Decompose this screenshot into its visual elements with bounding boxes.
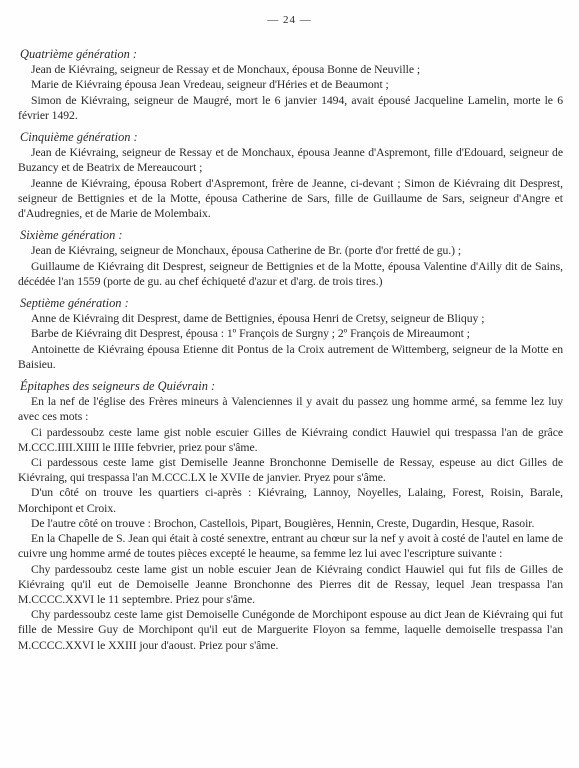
section-heading: Septième génération : — [20, 296, 129, 311]
section-epitaphs — [18, 379, 563, 653]
paragraph: En la Chapelle de S. Jean qui était à costé senextre, entrant au chœur sur la nef y avoit à costé de l'autel en lame de cuivre ung homme armé de toutes pièces excepté le heaume, sa femme lez lui avec l'escripture suivante : — [18, 532, 563, 561]
section-fifth-generation — [18, 130, 563, 221]
paragraph: Jean de Kiévraing, seigneur de Ressay et de Monchaux, épousa Jeanne d'Aspremont, fille d'Edouard, seigneur de Buzancy et de Beatrix de Mereaucourt ; — [18, 146, 563, 175]
paragraph: Jean de Kiévraing, seigneur de Monchaux, épousa Catherine de Br. (porte d'or fretté de gu.) ; — [31, 244, 462, 258]
paragraph: Chy pardessoubz ceste lame gist un noble escuier Jean de Kiévraing condict Hauwiel qui fut fils de Gilles de Kiévraing qu'il eut de Demoiselle Jeanne Bronchonne des Pierres dit de Ressay, lequel Jean trespassa l'an M.CCCC.XXVI le 11 septembre. Priez pour s'âme. — [18, 562, 563, 606]
section-heading: Cinquième génération : — [20, 130, 138, 145]
paragraph: En la nef de l'église des Frères mineurs à Valenciennes il y avait du passez ung homme armé, sa femme lez luy avec ces mots : — [18, 395, 563, 424]
paragraph: Marie de Kiévraing épousa Jean Vredeau, seigneur d'Héries et de Beaumont ; — [31, 78, 389, 92]
page-number: — 24 — — [267, 14, 312, 26]
paragraph: Chy pardessoubz ceste lame gist Demoiselle Cunégonde de Morchipont espouse au dict Jean de Kiévraing qui fut fille de Messire Guy de Morchipont qu'il eut de Marguerite Floyon sa femme, laquelle demoiselle trespassa l'an M.CCCC.XXVI le XXIII jour d'aoust. Priez pour s'âme. — [18, 608, 563, 652]
document-body — [18, 44, 563, 653]
section-heading: Quatrième génération : — [20, 47, 137, 61]
section-heading: Épitaphes des seigneurs de Quiévrain : — [20, 379, 216, 394]
paragraph: Guillaume de Kiévraing dit Desprest, seigneur de Bettignies et de la Motte, épousa Valentine d'Ailly dit de Sains, décédée l'an 1559 (porte de gu. au chef échiqueté d'azur et d'arg. de trois tires.) — [18, 259, 563, 288]
section-seventh-generation — [18, 296, 563, 372]
paragraph: Antoinette de Kiévraing épousa Etienne dit Pontus de la Croix autrement de Wittemberg, seigneur de la Motte en Baisieu. — [18, 342, 563, 371]
paragraph: Ci pardessous ceste lame gist Demiselle Jeanne Bronchonne Demiselle de Ressay, espeuse au dict Gilles de Kiévraing, qui trespassa l'an M.CCC.LX le XVIIe de janvier. Pryez pour s'âme. — [18, 456, 563, 485]
paragraph: Barbe de Kiévraing dit Desprest, épousa : 1º François de Surgny ; 2º François de Mireaumont ; — [31, 327, 470, 341]
paragraph: Ci pardessoubz ceste lame gist noble escuier Gilles de Kiévraing condict Hauwiel qui trespassa l'an de grâce M.CCC.IIII.XIIII le IIIIe febvrier, priez pour s'âme. — [18, 425, 563, 454]
paragraph: D'un côté on trouve les quartiers ci-après : Kiévraing, Lannoy, Noyelles, Lalaing, Forest, Roisin, Barale, Morchipont et Croix. — [18, 486, 563, 515]
paragraph: De l'autre côté on trouve : Brochon, Castellois, Pipart, Bougières, Hennin, Creste, Dugardin, Hesque, Rasoir. — [31, 516, 535, 530]
section-sixth-generation — [18, 228, 563, 289]
paragraph: Anne de Kiévraing dit Desprest, dame de Bettignies, épousa Henri de Cretsy, seigneur de Bliquy ; — [31, 312, 485, 326]
paragraph: Jeanne de Kiévraing, épousa Robert d'Aspremont, frère de Jeanne, ci-devant ; Simon de Kiévraing dit Desprest, seigneur de Bettignies et de la Motte, épousa Catherine de Sars, fille de Guillaume de Sars, seigneur d'Angre et d'Audregnies, et de Marie de Molembaix. — [18, 176, 563, 221]
section-fourth-generation — [18, 47, 563, 123]
paragraph: Jean de Kiévraing, seigneur de Ressay et de Monchaux, épousa Bonne de Neuville ; — [31, 63, 421, 77]
paragraph: Simon de Kiévraing, seigneur de Maugré, mort le 6 janvier 1494, avait épousé Jacqueline Lamelin, morte le 6 février 1492. — [18, 93, 563, 122]
section-heading: Sixième génération : — [20, 228, 123, 243]
